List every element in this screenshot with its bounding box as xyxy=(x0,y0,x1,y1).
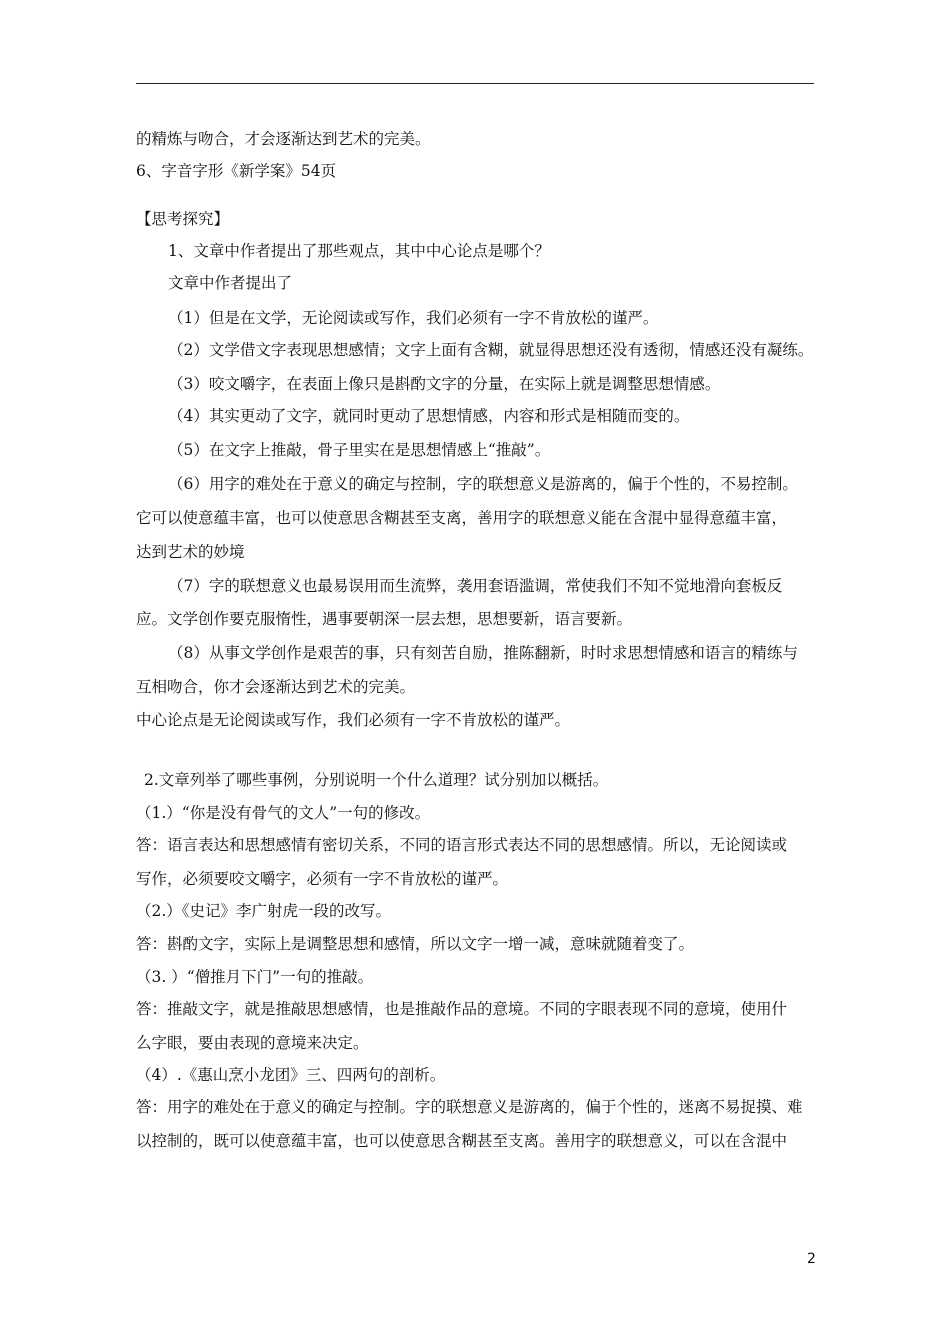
text-line: （1.）“你是没有骨气的文人”一句的修改。 xyxy=(136,804,431,822)
text-line: 文章中作者提出了 xyxy=(168,274,293,292)
text-line: 的精炼与吻合，才会逐渐达到艺术的完美。 xyxy=(136,130,431,148)
text-line: 中心论点是无论阅读或写作，我们必须有一字不肯放松的谨严。 xyxy=(136,711,571,729)
text-line: 答：推敲文字，就是推敲思想感情，也是推敲作品的意境。不同的字眼表现不同的意境，使用什 xyxy=(136,1000,788,1018)
page-number: 2 xyxy=(807,1251,816,1267)
text-line: 答：语言表达和思想感情有密切关系，不同的语言形式表达不同的思想感情。所以，无论阅读或 xyxy=(136,836,788,854)
question-2: 2.文章列举了哪些事例，分别说明一个什么道理？试分别加以概括。 xyxy=(144,771,609,789)
text-line: （6）用字的难处在于意义的确定与控制，字的联想意义是游离的，偏于个性的，不易控制。 xyxy=(168,475,798,493)
text-line: （4）其实更动了文字，就同时更动了思想情感，内容和形式是相随而变的。 xyxy=(168,407,690,425)
text-line: 它可以使意蕴丰富，也可以使意思含糊甚至支离，善用字的联想意义能在含混中显得意蕴丰富， xyxy=(136,509,788,527)
text-line: 么字眼，要由表现的意境来决定。 xyxy=(136,1034,369,1052)
text-line: （3）咬文嚼字，在表面上像只是斟酌文字的分量，在实际上就是调整思想情感。 xyxy=(168,375,721,393)
text-line: （8）从事文学创作是艰苦的事，只有刻苦自励，推陈翻新，时时求思想情感和语言的精练与 xyxy=(168,644,798,662)
text-line: 达到艺术的妙境 xyxy=(136,543,245,561)
header-rule xyxy=(136,83,814,84)
text-line: （7）字的联想意义也最易误用而生流弊，袭用套语滥调，常使我们不知不觉地滑向套板反 xyxy=(168,577,783,595)
text-line: （2.）《史记》李广射虎一段的改写。 xyxy=(136,902,392,920)
question-1: 1、文章中作者提出了那些观点，其中中心论点是哪个？ xyxy=(168,242,550,260)
text-line: （2）文学借文字表现思想感情；文字上面有含糊，就显得思想还没有透彻，情感还没有凝练。 xyxy=(168,341,814,359)
text-line: 应。文学创作要克服惰性，遇事要朝深一层去想，思想要新，语言要新。 xyxy=(136,610,633,628)
text-line: 答：斟酌文字，实际上是调整思想和感情，所以文字一增一减，意味就随着变了。 xyxy=(136,935,695,953)
text-line: （5）在文字上推敲，骨子里实在是思想情感上“推敲”。 xyxy=(168,441,551,459)
section-heading: 【思考探究】 xyxy=(136,210,230,228)
text-line: 写作，必须要咬文嚼字，必须有一字不肯放松的谨严。 xyxy=(136,870,509,888)
text-line: （3. ）“僧推月下门”一句的推敲。 xyxy=(136,968,374,986)
text-line: 以控制的，既可以使意蕴丰富，也可以使意思含糊甚至支离。善用字的联想意义，可以在含混中 xyxy=(136,1132,788,1150)
text-line: （1）但是在文学，无论阅读或写作，我们必须有一字不肯放松的谨严。 xyxy=(168,309,659,327)
text-line: 6、字音字形《新学案》54页 xyxy=(136,162,337,180)
text-line: 答：用字的难处在于意义的确定与控制。字的联想意义是游离的，偏于个性的，迷离不易捉摸、难 xyxy=(136,1098,803,1116)
text-line: （4）.《惠山烹小龙团》三、四两句的剖析。 xyxy=(136,1066,446,1084)
text-line: 互相吻合，你才会逐渐达到艺术的完美。 xyxy=(136,678,416,696)
